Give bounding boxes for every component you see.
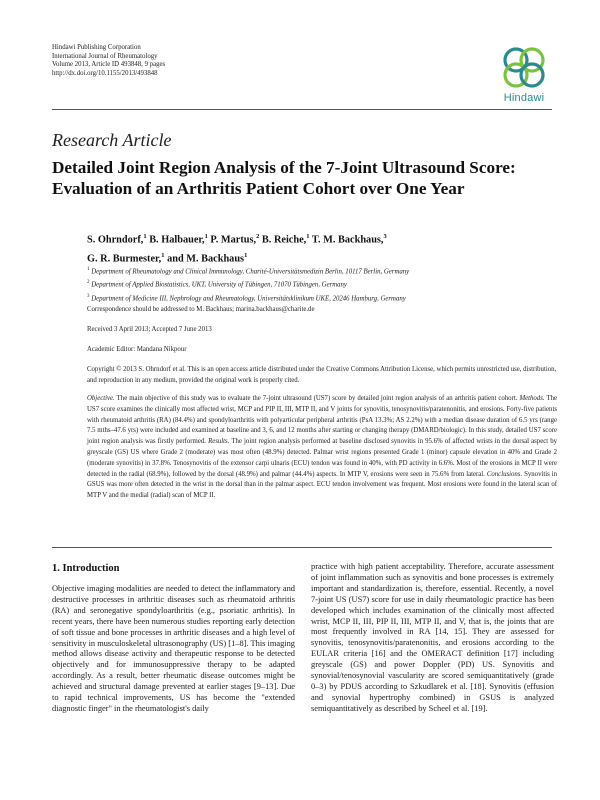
abstract-conclusions: Synovitis in GSUS was more often detected in the wrist in the dorsal than in the palmar aspect. ECU tendon involvement was frequent. Most erosions were found in the lateral scan of MTP V and the medial (radial) scan of MCP II. [87, 470, 558, 500]
author-affiliation-mark: 2 [256, 233, 260, 240]
author-affiliation-mark: 1 [161, 251, 165, 259]
hindawi-logo-icon [494, 44, 554, 90]
paper-title [52, 157, 552, 199]
affiliation-mark: 3 [87, 293, 90, 299]
author: T. M. Backhaus, [311, 234, 384, 246]
affiliation-list [87, 264, 557, 304]
author: B. Reiche, [261, 234, 307, 246]
affiliation-mark: 2 [87, 280, 90, 286]
copyright-notice: Copyright © 2013 S. Ohrndorf et al. This is an open access article distributed under the Creative Commons Attribution License, which permits unrestricted use, distribution, and reproduction in any medium, provided the original work is properly cited. [87, 366, 557, 384]
author-affiliation-mark: 1 [244, 251, 248, 259]
author: and M. Backhaus [167, 253, 245, 265]
abstract-results-label: Results. [208, 438, 230, 446]
title-line-2: Evaluation of an Arthritis Patient Cohort over One Year [52, 179, 465, 198]
correspondence: Correspondence should be addressed to M. Backhaus; marina.backhaus@charite.de [87, 306, 315, 313]
header-divider [52, 109, 552, 110]
intro-column-left: Objective imaging modalities are needed to detect the inflammatory and destructive processes in arthritic diseases such as rheumatoid arthritis (RA) and seronegative spondyloarthritis (e.g., psoriatic arthritis). In recent years, there have been numerous studies reporting early detection of soft tissue and bone processes in arthritic diseases and a high level of sensitivity in musculoskeletal ultrasonography (US) [1–8]. This imaging method allows disease activity and therapeutic response to be detected objectively and for immunosuppressive therapy to be adapted accordingly. As a result, better rheumatic disease outcomes might be achieved and structural damage prevented at earlier stages [9–13]. Due to rapid technical improvements, US has become the "extended diagnostic finger" in the rheumatologist's daily [52, 584, 295, 713]
author-affiliation-mark: 1 [306, 233, 310, 240]
title-line-1: Detailed Joint Region Analysis of the 7-Joint Ultrasound Score: [52, 158, 516, 177]
abstract-conclusions-label: Conclusions. [486, 470, 523, 478]
author: S. Ohrndorf, [87, 234, 144, 246]
hindawi-logo-text: Hindawi [503, 92, 545, 104]
abstract [87, 394, 557, 502]
author: G. R. Burmester, [87, 253, 162, 265]
affiliation [87, 291, 557, 304]
abstract-divider [52, 547, 552, 548]
affiliation-text: Department of Medicine III, Nephrology and Rheumatology, Universitätsklinikum UKE, 20246 Hamburg, Germany [91, 294, 406, 302]
affiliation-text: Department of Applied Biostatistics, UKT, University of Tübingen, 71070 Tübingen, Germany [91, 281, 347, 289]
author: P. Martus, [210, 234, 257, 246]
author: B. Halbauer, [149, 234, 205, 246]
author-affiliation-mark: 3 [383, 233, 387, 240]
abstract-objective: The main objective of this study was to evaluate the 7-joint ultrasound (US7) score by detailed joint region analysis of an arthritis patient cohort. [116, 395, 518, 402]
intro-column-right: practice with high patient acceptability. Therefore, accurate assessment of joint inflammation such as synovitis and bone processes is extremely important and standardization is, therefore, essential. Recently, a novel 7-joint US (US7) score for use in daily rheumatologic practice has been developed which includes examination of the clinically most affected wrist, MCP II, III, PIP II, III, MTP II, and V, that is, the joints that are most frequently involved in RA [14, 15]. They are assessed for synovitis, tenosynovitis/paratenonitis, and erosions according to the EULAR criteria [16] and the OMERACT definition [17] including greyscale (GS) and power Doppler (PD) US. Synovitis and synovial/tenosynovial vascularity are scored semiquantitatively (grade 0–3) by PDUS according to Szkudlarek et al. [18]. Synovitis (effusion and synovial hypertrophy combined) in GSUS is analyzed semiquantitatively as described by Scheel et al. [19]. [311, 562, 554, 713]
affiliation [87, 264, 557, 277]
abstract-results: The joint region analysis performed at baseline disclosed synovitis in 95.6% of affected wrists in the dorsal aspect by greyscale (GS) US where Grade 2 (moderate) was most often (48.9%) detected. Palmar wrist regions presented Grade 1 (minor) capsule elevation in 40% and Grade 2 (moderate synovitis) in 37.8%. Tenosynovitis of the extensor carpi ulnaris (ECU) tendon was found in 40%, with PD activity in 6.6%. Most of the erosions in MCP II were detected in the radial (68.9%), followed by the dorsal (48.9%) and palmar (44.4%) aspects. In MTP V, erosions were seen in 75.6% from lateral. [87, 438, 558, 478]
author-line-1 [87, 229, 557, 248]
affiliation-mark: 1 [87, 267, 90, 272]
affiliation-text: Department of Rheumatology and Clinical Immunology, Charité-Universitätsmedizin Berlin, 10117 Berlin, Germany [91, 268, 410, 276]
section-heading: 1. Introduction [52, 563, 120, 574]
publisher: Hindawi Publishing Corporation [52, 44, 141, 51]
volume-info: Volume 2013, Article ID 493848, 9 pages [52, 61, 166, 69]
article-type: Research Article [52, 130, 172, 150]
journal-name: International Journal of Rheumatology [52, 52, 158, 60]
academic-editor: Academic Editor: Mandana Nikpour [87, 346, 187, 353]
author-affiliation-mark: 1 [204, 233, 208, 240]
doi-link[interactable]: http://dx.doi.org/10.1155/2013/493848 [52, 69, 158, 77]
author-list [87, 229, 557, 267]
hindawi-logo [494, 44, 554, 106]
received-date: Received 3 April 2013; Accepted 7 June 2013 [87, 326, 212, 333]
abstract-methods-label: Methods. [519, 395, 545, 402]
author-affiliation-mark: 1 [143, 233, 147, 240]
abstract-objective-label: Objective. [87, 395, 115, 402]
journal-info [52, 44, 165, 78]
abstract-methods: The US7 score examines the clinically most affected wrist, MCP and PIP II, III, MTP II, and V joints for synovitis, tenosynovitis/paratenonitis, and erosions. Forty-five patients with rheumatoid arthritis (RA) (84.4%) and spondyloarthritis with polyarticular peripheral arthritis (PsA 13.3%; AS 2.2%) with a median disease duration of 6.5 yrs (range 7.5 mths–47.6 yrs) were included and examined at baseline and 3, 6, and 12 months after starting or changing therapy (DMARD/biologic). In this study, detailed US7 score joint region analysis was firstly performed. [87, 395, 558, 446]
affiliation [87, 277, 557, 290]
